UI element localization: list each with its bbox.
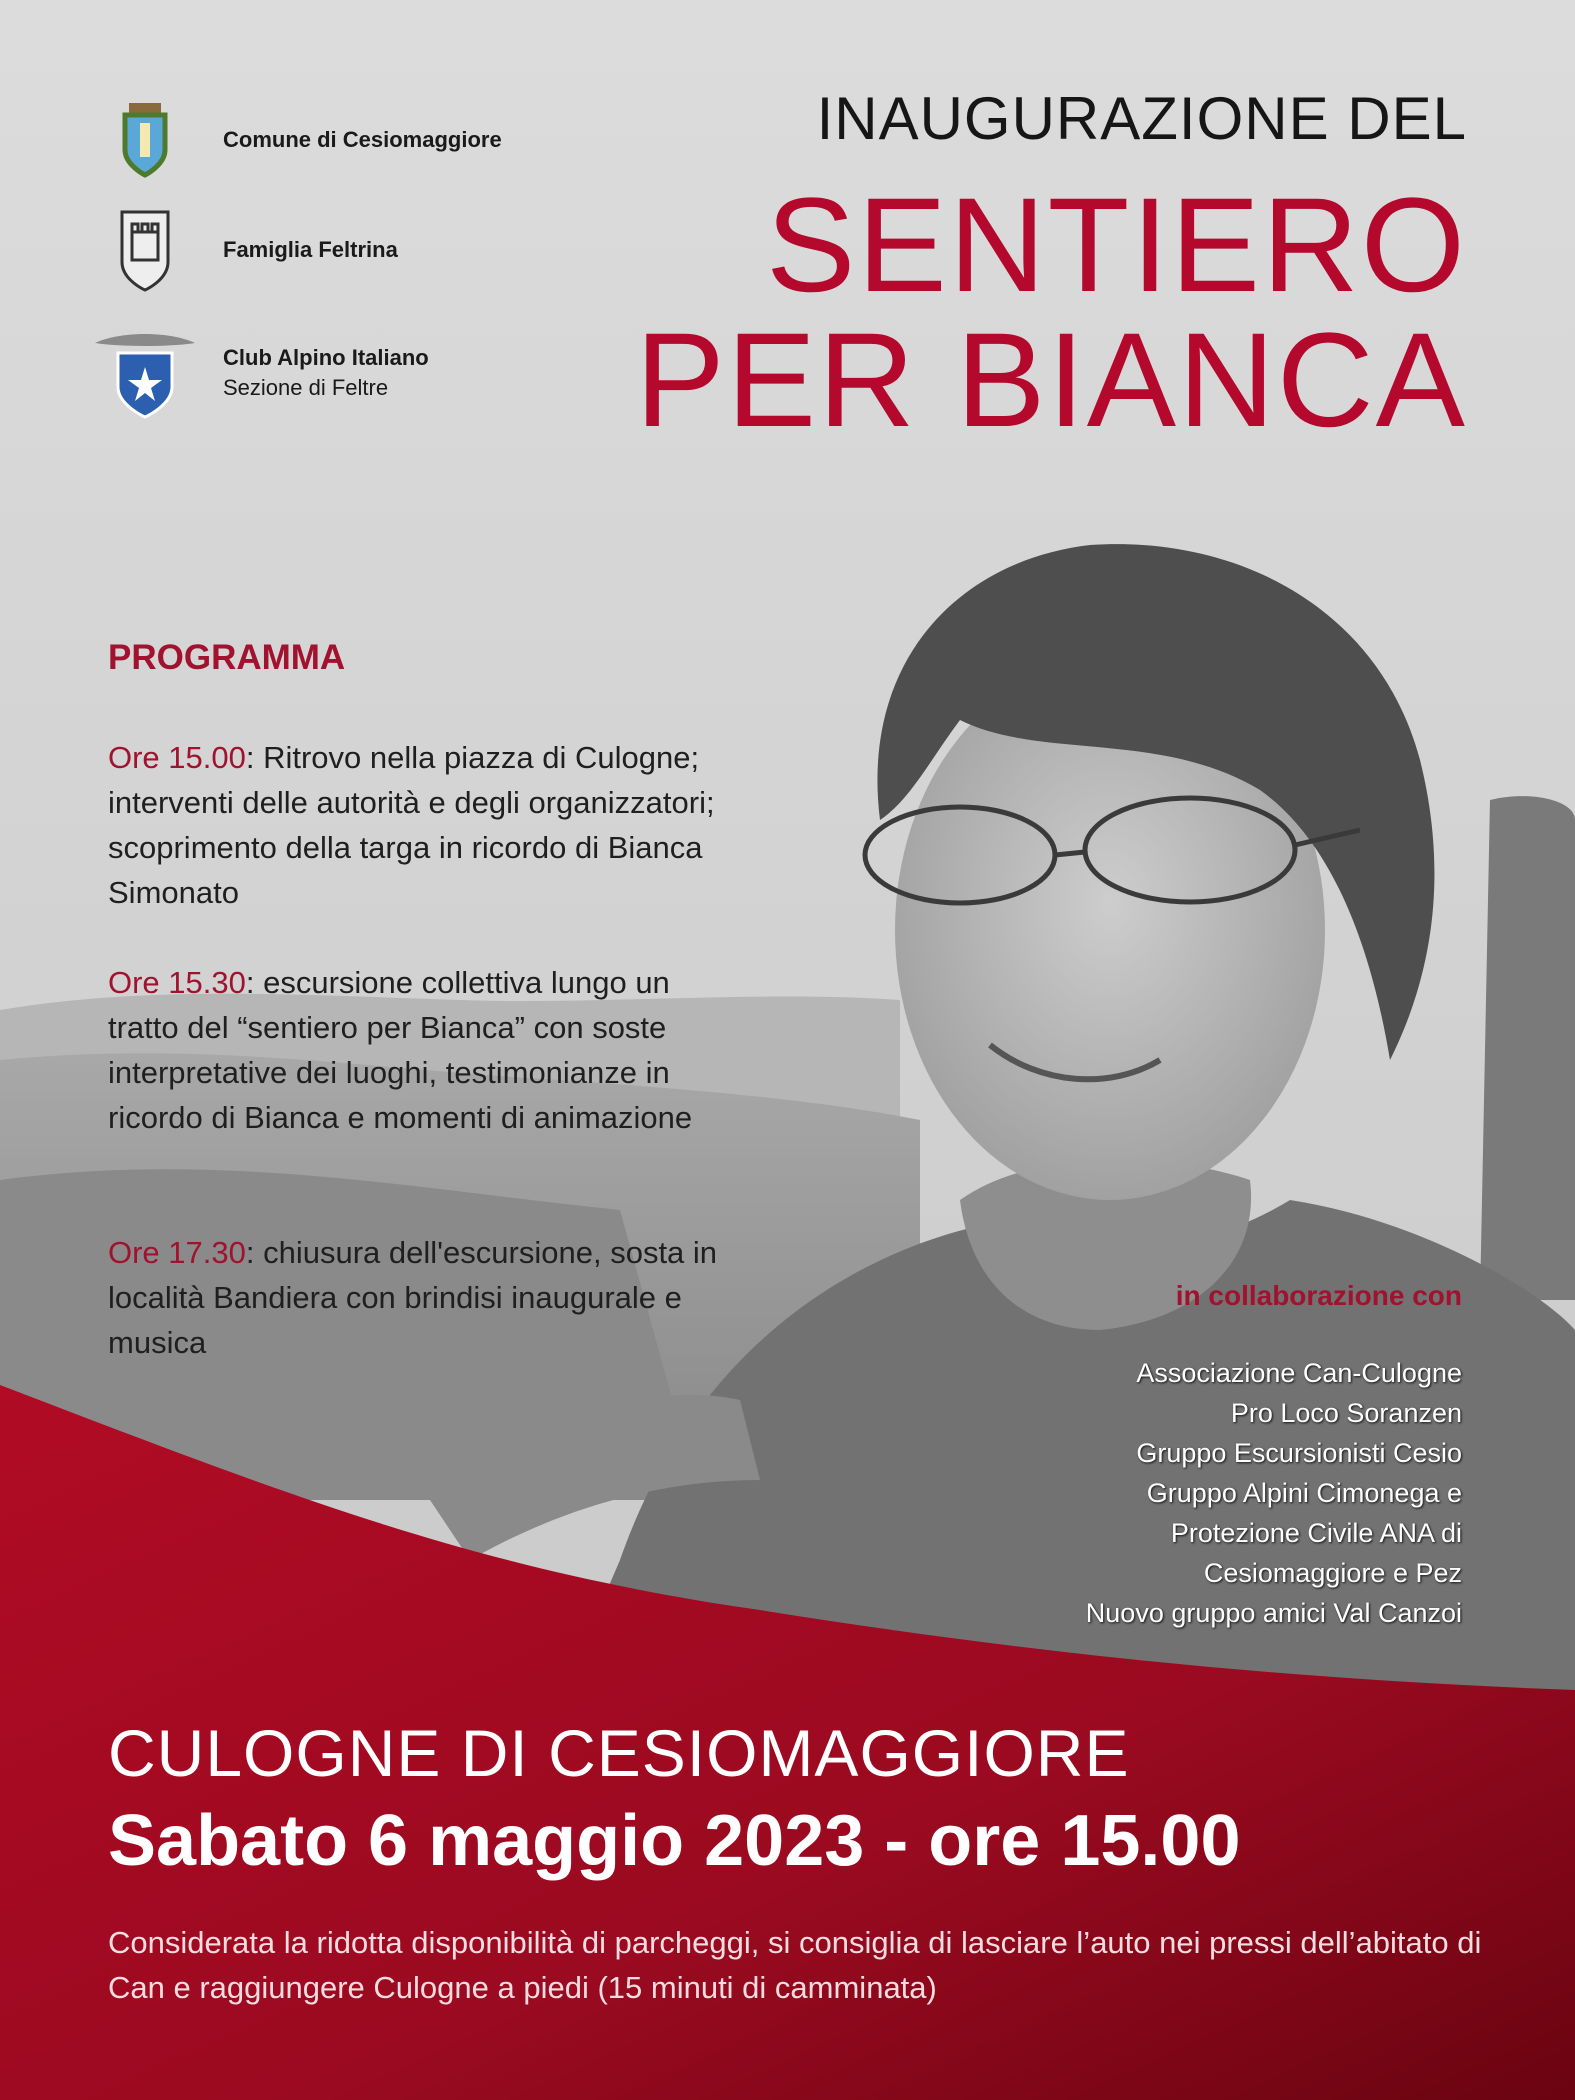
programma-text: : escursione collettiva lungo un tratto del “sentiero per Bianca” con soste interpretative dei luoghi, testimonianze in ricordo di Bianca e momenti di animazione (108, 965, 693, 1135)
programma-item (108, 1230, 748, 1365)
title-line-1: SENTIERO (766, 171, 1467, 320)
sponsor-name: Comune di Cesiomaggiore (223, 127, 502, 152)
partner-item: Nuovo gruppo amici Val Canzoi (1085, 1598, 1462, 1628)
cai-eagle-star-icon (85, 318, 205, 428)
programma-time: Ore 15.00 (108, 740, 246, 775)
partner-item: Pro Loco Soranzen (1230, 1398, 1462, 1428)
sponsor-name: Club Alpino Italiano (223, 345, 429, 370)
sponsor-comune (85, 85, 502, 195)
event-place: CULOGNE DI CESIOMAGGIORE (108, 1716, 1130, 1790)
programma-text: : chiusura dell'escursione, sosta in località Bandiera con brindisi inaugurale e musica (108, 1235, 718, 1360)
programma-heading: PROGRAMMA (108, 638, 346, 677)
programma-time: Ore 15.30 (108, 965, 246, 1000)
programma-text: : Ritrovo nella piazza di Culogne; interventi delle autorità e degli organizzatori; scoprimento della targa in ricordo di Bianca Simonato (108, 740, 715, 910)
pre-title: INAUGURAZIONE DEL (816, 85, 1467, 152)
parking-note: Considerata la ridotta disponibilità di parcheggi, si consiglia di lasciare l’auto nei pressi dell’abitato di Can e raggiungere Culogne a piedi (15 minuti di camminata) (108, 1925, 1482, 2005)
main-title (635, 171, 1467, 455)
title-line-2: PER BIANCA (635, 306, 1467, 455)
partner-item: Gruppo Escursionisti Cesio (1136, 1438, 1462, 1468)
coat-of-arms-icon (85, 85, 205, 195)
partner-list (1086, 1353, 1462, 1633)
collaborazione-heading: in collaborazione con (1175, 1280, 1462, 1311)
partner-item: Gruppo Alpini Cimonega e (1146, 1478, 1462, 1508)
sponsor-famiglia-feltrina (85, 195, 398, 305)
programma-item (108, 735, 748, 915)
sponsor-cai (85, 318, 429, 428)
sponsor-name: Famiglia Feltrina (223, 237, 398, 262)
sponsor-subtitle: Sezione di Feltre (223, 375, 389, 400)
event-date: Sabato 6 maggio 2023 - ore 15.00 (108, 1801, 1241, 1881)
partner-item: Cesiomaggiore e Pez (1203, 1558, 1462, 1588)
partner-item: Associazione Can-Culogne (1136, 1358, 1462, 1388)
programma-item (108, 960, 708, 1140)
castle-emblem-icon (85, 195, 205, 305)
programma-time: Ore 17.30 (108, 1235, 246, 1270)
partner-item: Protezione Civile ANA di (1170, 1518, 1462, 1548)
